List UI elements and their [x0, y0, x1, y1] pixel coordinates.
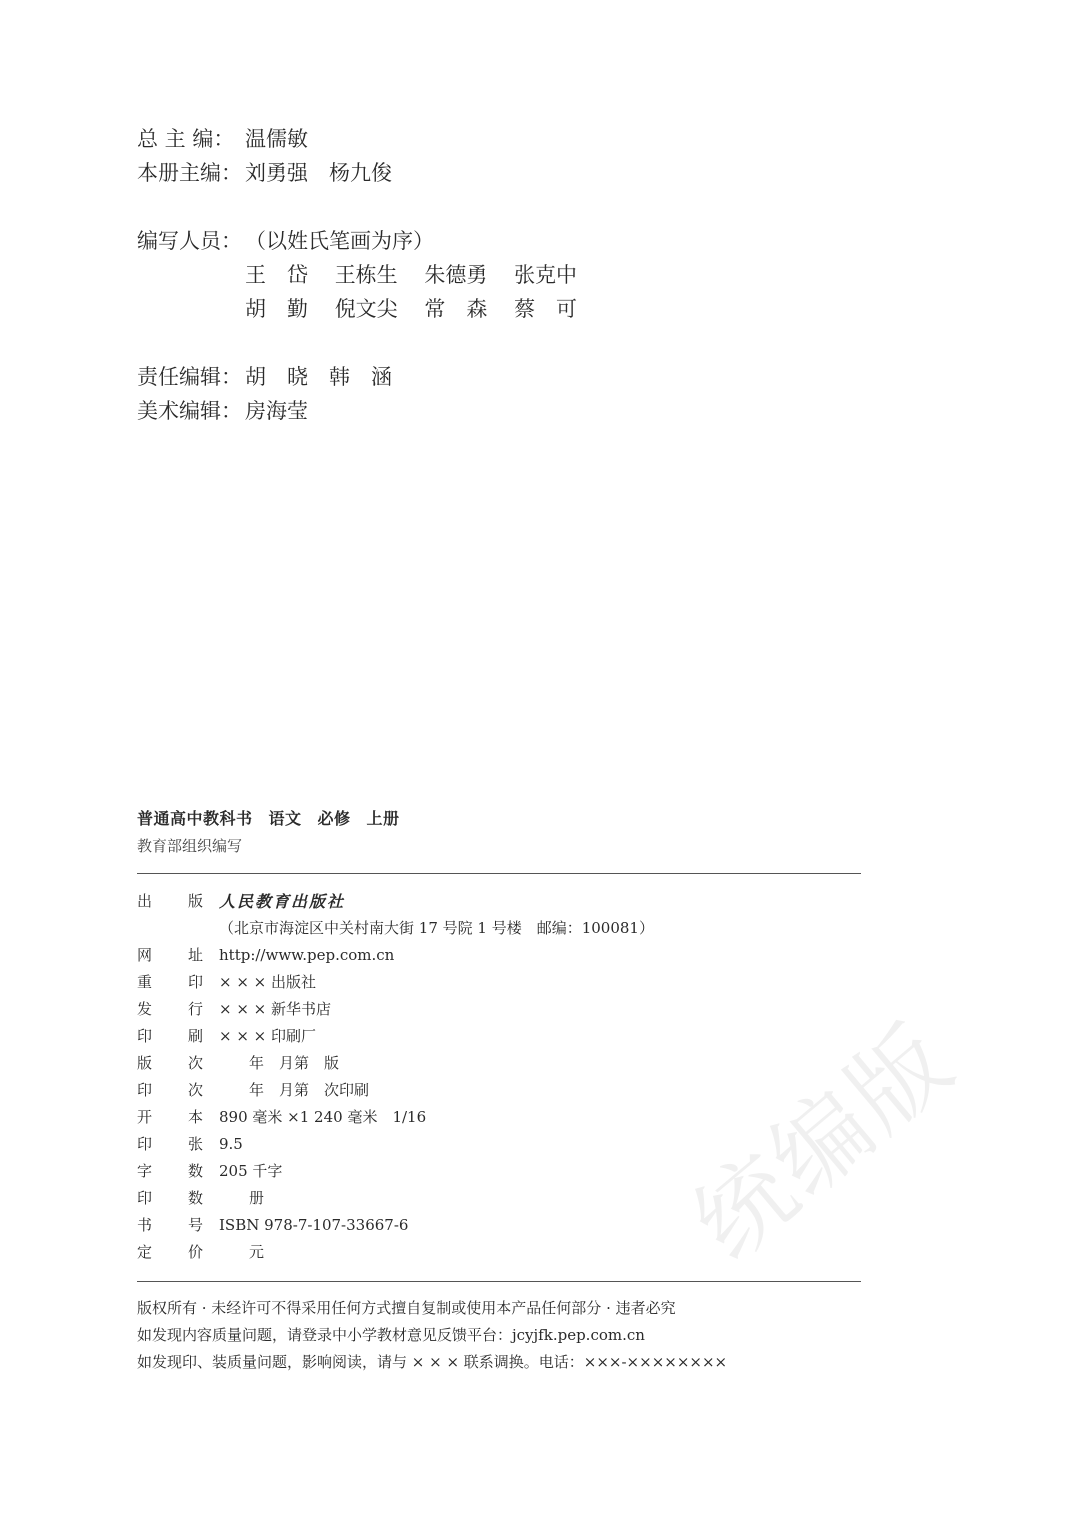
volume-editor-row	[137, 156, 597, 190]
writer-name: 朱德勇	[424, 263, 488, 287]
writer-name: 王 岱	[245, 263, 308, 287]
responsible-editor-label: 责任编辑：	[137, 365, 242, 389]
imprint-label: 定 价	[137, 1243, 203, 1261]
imprint-label: 网 址	[137, 946, 203, 964]
imprint-row-reprint	[137, 969, 654, 996]
writer-name: 胡 勤	[245, 297, 308, 321]
imprint-row-address	[137, 915, 654, 942]
sheets-value: 9.5	[219, 1135, 243, 1153]
writer-name: 倪文尖	[334, 297, 398, 321]
divider-top	[137, 873, 861, 874]
impression-value: 年 月第 次印刷	[219, 1081, 370, 1099]
imprint-row-website	[137, 942, 654, 969]
isbn-value: ISBN 978-7-107-33667-6	[219, 1216, 409, 1234]
responsible-editor-row	[137, 360, 597, 394]
website-url: http://www.pep.com.cn	[219, 946, 395, 964]
writer-name: 王栋生	[334, 263, 398, 287]
publisher-address: （北京市海淀区中关村南大街 17 号院 1 号楼 邮编：100081）	[219, 919, 654, 937]
chief-editor-name: 温儒敏	[245, 127, 308, 151]
imprint-label: 出 版	[137, 892, 203, 910]
book-title-subject: 语文	[268, 809, 302, 828]
notes-block	[137, 1295, 727, 1376]
writers-label: 编写人员：	[137, 229, 242, 253]
imprint-row-word-count	[137, 1158, 654, 1185]
imprint-table	[137, 888, 654, 1266]
defect-notice: 如发现印、装质量问题，影响阅读，请与 × × × 联系调换。电话：×××-××××××××	[137, 1353, 728, 1371]
book-subtitle: 教育部组织编写	[137, 837, 243, 855]
imprint-label: 印 次	[137, 1081, 203, 1099]
imprint-row-distribution	[137, 996, 654, 1023]
writer-name: 常 森	[424, 297, 488, 321]
imprint-label: 发 行	[137, 1000, 203, 1018]
imprint-row-sheets	[137, 1131, 654, 1158]
print-run-value: 册	[219, 1189, 265, 1207]
copyright-notice: 版权所有 · 未经许可不得采用任何方式擅自复制或使用本产品任何部分 · 违者必究	[137, 1299, 676, 1317]
divider-bottom	[137, 1281, 861, 1282]
writers-list-row-2	[137, 292, 597, 326]
watermark: 统编版	[672, 1002, 975, 1282]
book-title	[137, 806, 416, 829]
word-count-value: 205 千字	[219, 1162, 283, 1180]
imprint-label: 字 数	[137, 1162, 203, 1180]
volume-editor-label: 本册主编：	[137, 161, 242, 185]
reprint-value: × × × 出版社	[219, 973, 317, 991]
imprint-label: 书 号	[137, 1216, 203, 1234]
imprint-label: 印 数	[137, 1189, 203, 1207]
publisher-logo: 人民教育出版社	[219, 892, 346, 911]
book-title-series: 普通高中教科书	[137, 809, 253, 828]
price-value: 元	[219, 1243, 265, 1261]
writers-list-row-1	[137, 258, 597, 292]
writer-name: 张克中	[514, 263, 578, 287]
imprint-row-isbn	[137, 1212, 654, 1239]
writer-name: 蔡 可	[514, 297, 578, 321]
book-title-type: 必修	[317, 809, 351, 828]
art-editor-name: 房海莹	[245, 399, 308, 423]
imprint-label: 重 印	[137, 973, 203, 991]
responsible-editor-names: 胡 晓 韩 涵	[245, 365, 392, 389]
imprint-row-impression	[137, 1077, 654, 1104]
chief-editor-label: 总 主 编：	[137, 127, 235, 151]
imprint-label: 印 刷	[137, 1027, 203, 1045]
imprint-row-format	[137, 1104, 654, 1131]
writers-row	[137, 224, 597, 258]
format-value: 890 毫米 ×1 240 毫米 1/16	[219, 1108, 427, 1126]
imprint-label: 开 本	[137, 1108, 203, 1126]
art-editor-row	[137, 394, 597, 428]
imprint-label: 版 次	[137, 1054, 203, 1072]
credits-block	[137, 122, 597, 428]
imprint-label: 印 张	[137, 1135, 203, 1153]
volume-editor-names: 刘勇强 杨九俊	[245, 161, 392, 185]
book-title-volume: 上册	[366, 809, 400, 828]
imprint-row-edition	[137, 1050, 654, 1077]
printing-value: × × × 印刷厂	[219, 1027, 317, 1045]
imprint-row-publisher	[137, 888, 654, 915]
writers-order-note: （以姓氏笔画为序）	[245, 229, 434, 253]
imprint-row-printing	[137, 1023, 654, 1050]
chief-editor-row	[137, 122, 597, 156]
feedback-notice: 如发现内容质量问题，请登录中小学教材意见反馈平台：jcyjfk.pep.com.cn	[137, 1326, 645, 1344]
imprint-row-print-run	[137, 1185, 654, 1212]
distribution-value: × × × 新华书店	[219, 1000, 332, 1018]
edition-value: 年 月第 版	[219, 1054, 340, 1072]
art-editor-label: 美术编辑：	[137, 399, 242, 423]
imprint-row-price	[137, 1239, 654, 1266]
